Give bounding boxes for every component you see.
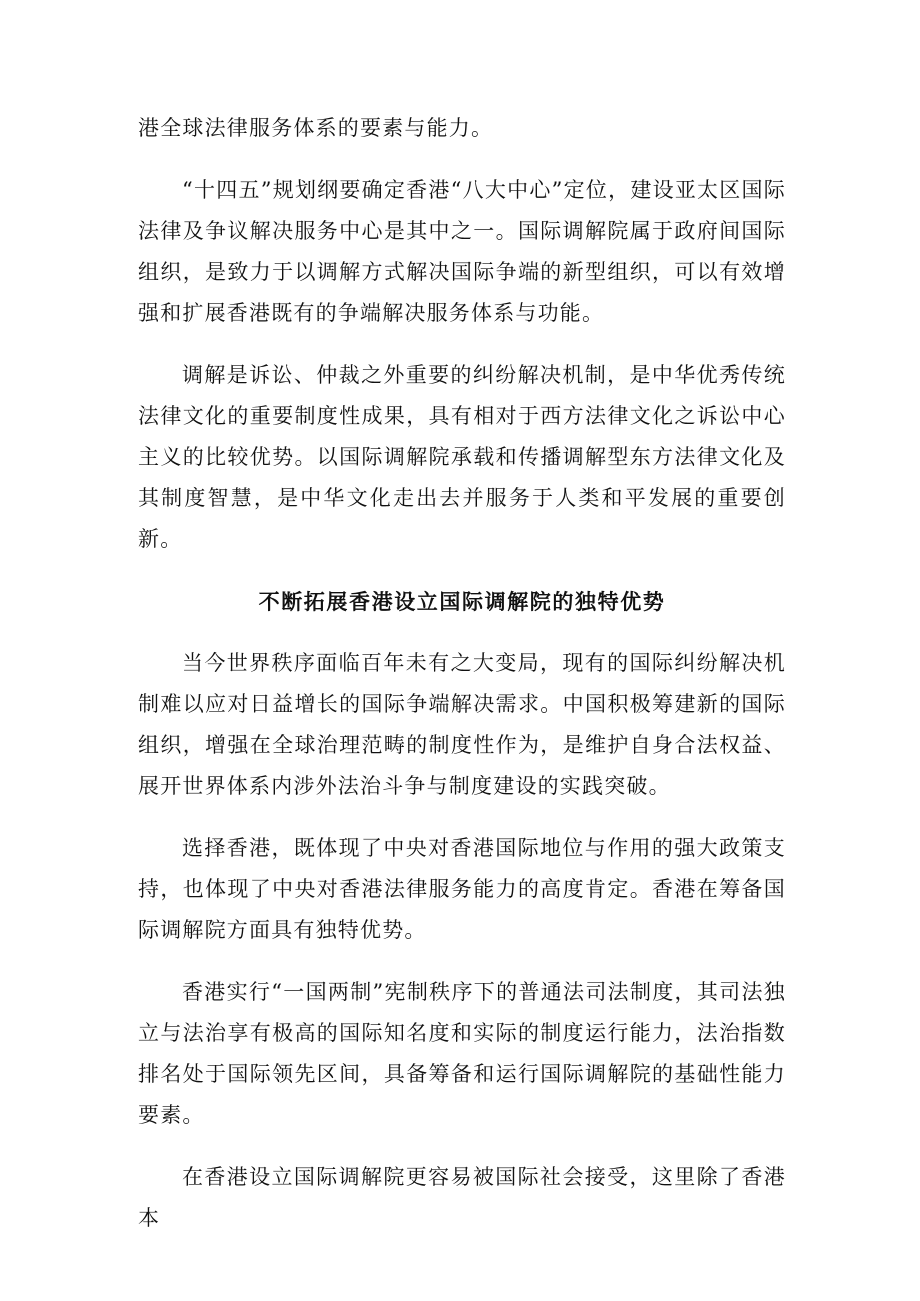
- paragraph-mediation-tradition: 调解是诉讼、仲裁之外重要的纠纷解决机制，是中华优秀传统法律文化的重要制度性成果，具有相对于西方法律文化之诉讼中心主义的比较优势。以国际调解院承载和传播调解型东方法律文化及其制度智慧，是中华文化走出去并服务于人类和平发展的重要创新。: [138, 363, 786, 551]
- paragraph-choosing-hong-kong: 选择香港，既体现了中央对香港国际地位与作用的强大政策支持，也体现了中央对香港法律服务能力的高度肯定。香港在筹备国际调解院方面具有独特优势。: [138, 836, 786, 942]
- section-heading: 不断拓展香港设立国际调解院的独特优势: [258, 589, 666, 614]
- document-body: [138, 108, 786, 1239]
- paragraph-international-acceptance: 在香港设立国际调解院更容易被国际社会接受，这里除了香港本: [138, 1165, 786, 1230]
- paragraph-fourteenth-five-year-plan: “十四五”规划纲要确定香港“八大中心”定位，建设亚太区国际法律及争议解决服务中心是其中之一。国际调解院属于政府间国际组织，是致力于以调解方式解决国际争端的新型组织，可以有效增强和扩展香港既有的争端解决服务体系与功能。: [138, 178, 786, 325]
- paragraph-continuation: 港全球法律服务体系的要素与能力。: [138, 116, 494, 140]
- paragraph-world-order: 当今世界秩序面临百年未有之大变局，现有的国际纠纷解决机制难以应对日益增长的国际争端解决需求。中国积极筹建新的国际组织，增强在全球治理范畴的制度性作为，是维护自身合法权益、展开世界体系内涉外法治斗争与制度建设的实践突破。: [138, 651, 786, 798]
- paragraph-common-law-system: 香港实行“一国两制”宪制秩序下的普通法司法制度，其司法独立与法治享有极高的国际知名度和实际的制度运行能力，法治指数排名处于国际领先区间，具备筹备和运行国际调解院的基础性能力要素。: [138, 980, 786, 1127]
